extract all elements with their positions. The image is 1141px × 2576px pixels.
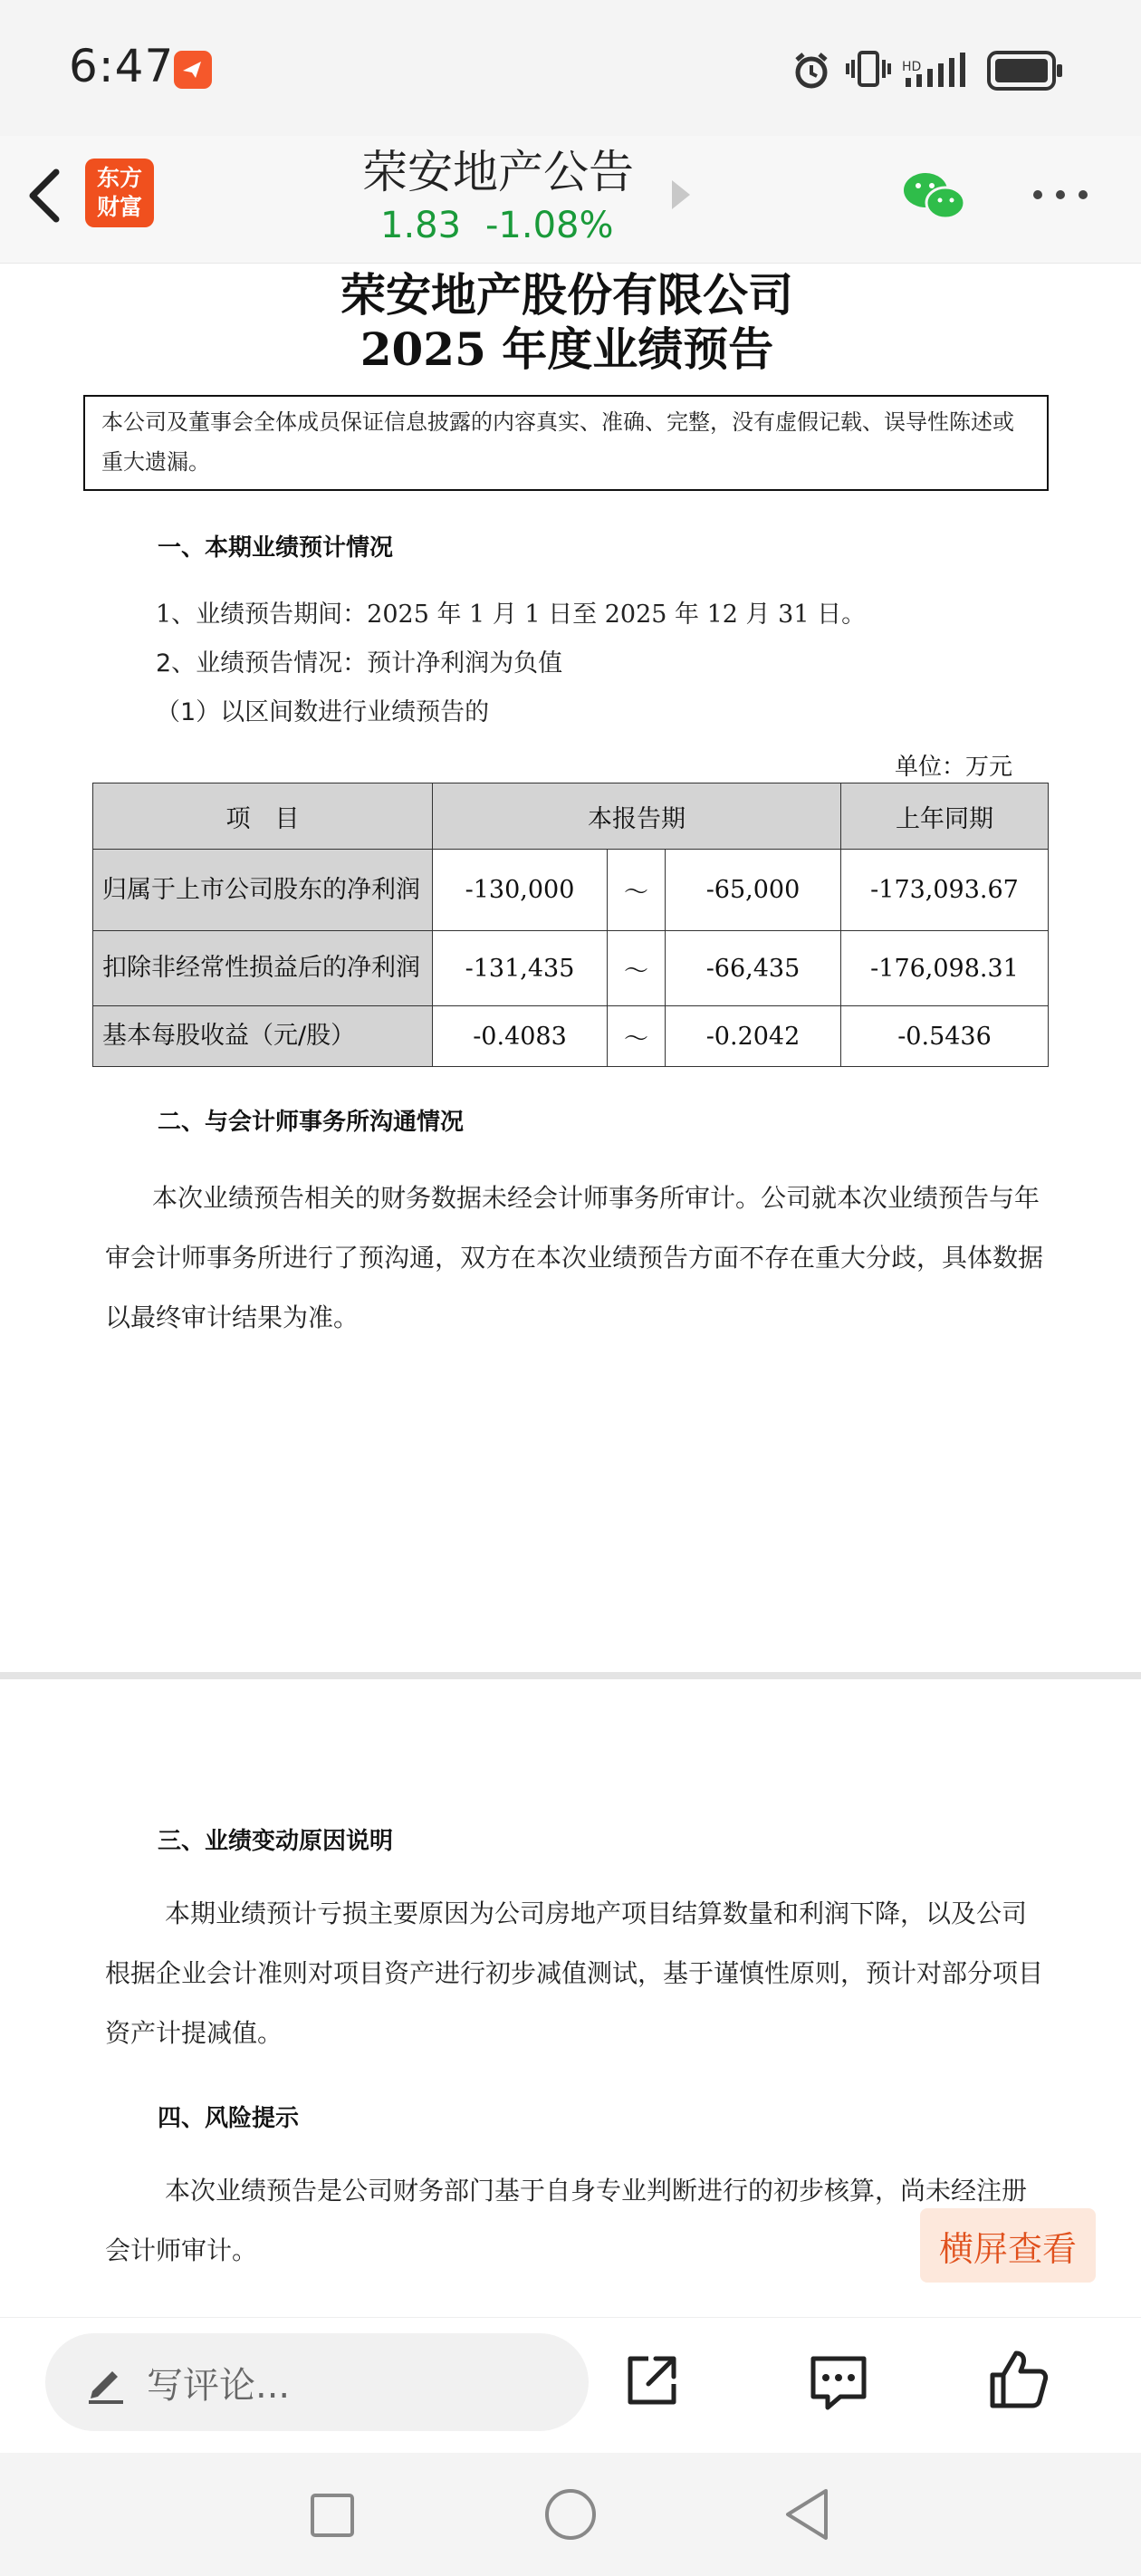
table-cell-high: -0.2042 xyxy=(665,1005,841,1067)
comment-input[interactable] xyxy=(45,2333,589,2431)
like-button[interactable] xyxy=(987,2346,1050,2415)
comment-placeholder[interactable]: 写评论... xyxy=(147,2365,291,2407)
table-cell-low: -131,435 xyxy=(432,930,608,1006)
unit-label: 单位：万元 xyxy=(895,754,1013,781)
table-cell-sep: ～ xyxy=(607,930,666,1006)
battery-icon xyxy=(987,51,1065,94)
app-notification-icon xyxy=(174,51,212,89)
forecast-type: （1）以区间数进行业绩预告的 xyxy=(156,698,490,726)
more-dots-icon xyxy=(1029,181,1092,208)
status-time: 6:47 xyxy=(69,40,175,92)
section-1-heading: 一、本期业绩预计情况 xyxy=(158,534,394,562)
forecast-period: 1、业绩预告期间：2025 年 1 月 1 日至 2025 年 12 月 31 日。 xyxy=(156,601,867,629)
table-header-prior: 上年同期 xyxy=(840,783,1049,850)
square-icon xyxy=(310,2493,355,2538)
more-options-button[interactable] xyxy=(1029,181,1092,208)
table-cell-sep: ～ xyxy=(607,849,666,931)
home-button[interactable] xyxy=(543,2487,598,2545)
table-header-current: 本报告期 xyxy=(432,783,841,850)
thumbs-up-icon xyxy=(987,2346,1050,2411)
section-4-body: 本次业绩预告是公司财务部门基于自身专业判断进行的初步核算，尚未经注册会计师审计。 xyxy=(105,2176,1028,2265)
vibrate-icon xyxy=(844,47,893,94)
share-icon xyxy=(623,2351,681,2409)
page-title: 荣安地产公告 xyxy=(362,146,634,198)
comments-button[interactable] xyxy=(808,2353,869,2415)
table-row-label: 基本每股收益（元/股） xyxy=(92,1005,433,1067)
alarm-icon xyxy=(790,49,833,96)
pencil-icon xyxy=(85,2360,127,2408)
circle-icon xyxy=(543,2487,598,2542)
landscape-view-button[interactable]: 横屏查看 xyxy=(920,2208,1096,2283)
forecast-status: 2、业绩预告情况：预计净利润为负值 xyxy=(156,649,563,678)
table-cell-high: -66,435 xyxy=(665,930,841,1006)
svg-text:HD: HD xyxy=(902,60,922,74)
section-2-heading: 二、与会计师事务所沟通情况 xyxy=(158,1109,465,1136)
section-3-heading: 三、业绩变动原因说明 xyxy=(158,1828,394,1855)
section-2-body: 本次业绩预告相关的财务数据未经会计师事务所审计。公司就本次业绩预告与年审会计师事务所进行了预沟通，双方在本次业绩预告方面不存在重大分歧，具体数据以最终审计结果为准。 xyxy=(105,1183,1044,1332)
results-table xyxy=(92,783,1049,1067)
back-arrow-icon xyxy=(20,161,71,230)
table-row-label: 扣除非经常性损益后的净利润 xyxy=(92,930,433,1006)
table-cell-prior: -176,098.31 xyxy=(840,930,1049,1006)
table-row-label: 归属于上市公司股东的净利润 xyxy=(92,849,433,931)
table-cell-sep: ～ xyxy=(607,1005,666,1067)
signal-icon xyxy=(902,49,974,94)
system-back-button[interactable] xyxy=(782,2487,831,2545)
table-cell-prior: -173,093.67 xyxy=(840,849,1049,931)
page-divider xyxy=(0,1672,1141,1679)
disclaimer-text: 本公司及董事会全体成员保证信息披露的内容真实、准确、完整，没有虚假记载、误导性陈述或重大遗漏。 xyxy=(101,409,1014,475)
brand-logo xyxy=(85,159,154,227)
stock-price: 1.83 xyxy=(380,205,462,246)
doc-company-name: 荣安地产股份有限公司 xyxy=(340,269,793,322)
back-button[interactable] xyxy=(20,161,71,230)
section-4-heading: 四、风险提示 xyxy=(158,2105,300,2132)
table-header-item: 项 目 xyxy=(92,783,433,850)
table-cell-prior: -0.5436 xyxy=(840,1005,1049,1067)
share-button[interactable] xyxy=(623,2351,681,2413)
brand-line-2: 财富 xyxy=(96,194,142,220)
recent-apps-button[interactable] xyxy=(310,2493,355,2542)
section-3-body: 本期业绩预计亏损主要原因为公司房地产项目结算数量和利润下降，以及公司根据企业会计准则对项目资产进行初步减值测试，基于谨慎性原则，预计对部分项目资产计提减值。 xyxy=(105,1898,1044,2048)
comments-icon xyxy=(808,2353,869,2411)
triangle-back-icon xyxy=(782,2487,831,2542)
stock-change: -1.08% xyxy=(485,205,614,246)
doc-title: 2025 年度业绩预告 xyxy=(360,322,774,376)
table-cell-low: -0.4083 xyxy=(432,1005,608,1067)
brand-line-1: 东方 xyxy=(96,165,142,191)
table-cell-high: -65,000 xyxy=(665,849,841,931)
wechat-share-icon[interactable] xyxy=(900,168,969,226)
expand-arrow-icon[interactable] xyxy=(670,177,692,216)
table-cell-low: -130,000 xyxy=(432,849,608,931)
